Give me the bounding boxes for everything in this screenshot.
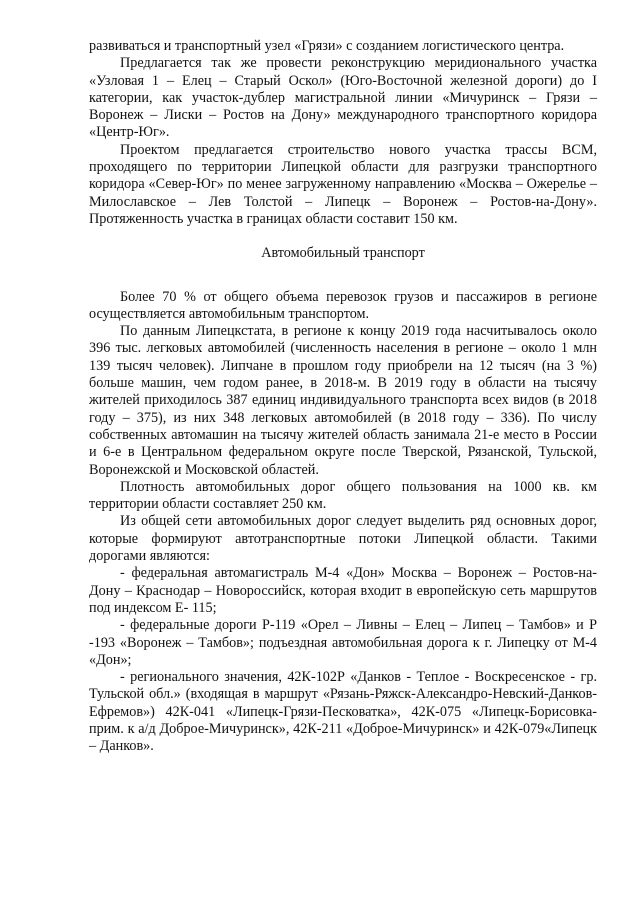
paragraph-continuation: развиваться и транспортный узел «Грязи» с созданием логистического центра. — [89, 38, 565, 54]
document-page — [89, 38, 597, 756]
list-item-regional-roads: - регионального значения, 42К-102Р «Данков - Теплое - Воскресенское - гр. Тульской обл.» (входящая в маршрут «Рязань-Ряжск-Александро-Невский-Данков-Ефремов») 42К-041 «Липецк-Грязи-Песковатка», 42К-075 «Липецк-Борисовка-прим. к а/д Доброе-Мичуринск», 42К-211 «Доброе-Мичуринск» и 42К-079«Липецк – Данков». — [89, 669, 597, 755]
paragraph-hsr-project: Проектом предлагается строительство нового участка трассы ВСМ, проходящего по территории Липецкой области для разгрузки транспортного коридора «Север-Юг» по менее загруженному направлению «Москва – Ожерелье – Милославское – Лев Толстой – Липецк – Воронеж – Ростов-на-Дону». Протяженность участка в границах области составит 150 км. — [89, 141, 597, 227]
list-item-federal-highway: - федеральная автомагистраль М-4 «Дон» Москва – Воронеж – Ростов-на-Дону – Краснодар – Новороссийск, которая входит в европейскую сеть маршрутов под индексом Е- 115; — [89, 565, 597, 616]
paragraph-main-roads-intro: Из общей сети автомобильных дорог следует выделить ряд основных дорог, которые формируют автотранспортные потоки Липецкой области. Такими дорогами являются: — [89, 513, 597, 565]
list-item-federal-roads: - федеральные дороги Р-119 «Орел – Ливны – Елец – Липец – Тамбов» и Р -193 «Воронеж – Тамбов»; подъездная автомобильная дорога к г. Липецку от М-4 «Дон»; — [89, 617, 597, 668]
paragraph-car-statistics: По данным Липецкстата, в регионе к концу 2019 года насчитывалось около 396 тыс. легковых автомобилей (численность населения в регионе – около 1 млн 139 тысяч человек). Липчане в прошлом году приобрели на 12 тысяч (на 3 %) больше машин, чем годом ранее, в 2018-м. В 2019 году в области на тысячу жителей приходилось 387 единиц индивидуального транспорта всех видов (в 2018 году – 375), из них 348 легковых автомобилей (в 2018 году – 336). По числу собственных автомашин на тысячу жителей область занимала 21-е место в России и 6-е в Центральном федеральном округе после Тверской, Рязанской, Тульской, Воронежской и Московской областей. — [89, 323, 597, 478]
paragraph-road-density: Плотность автомобильных дорог общего пользования на 1000 кв. км территории области составляет 250 км. — [89, 478, 597, 513]
paragraph-road-share: Более 70 % от общего объема перевозок грузов и пассажиров в регионе осуществляется автомобильным транспортом. — [89, 288, 597, 322]
paragraph-railway-reconstruction: Предлагается так же провести реконструкцию меридионального участка «Узловая 1 – Елец – Старый Оскол» (Юго-Восточной железной дороги) до I категории, как участок-дублер магистральной линии «Мичуринск – Грязи – Воронеж – Лиски – Ростов на Дону» международного транспортного коридора «Центр-Юг». — [89, 55, 597, 141]
section-heading: Автомобильный транспорт — [261, 245, 425, 262]
